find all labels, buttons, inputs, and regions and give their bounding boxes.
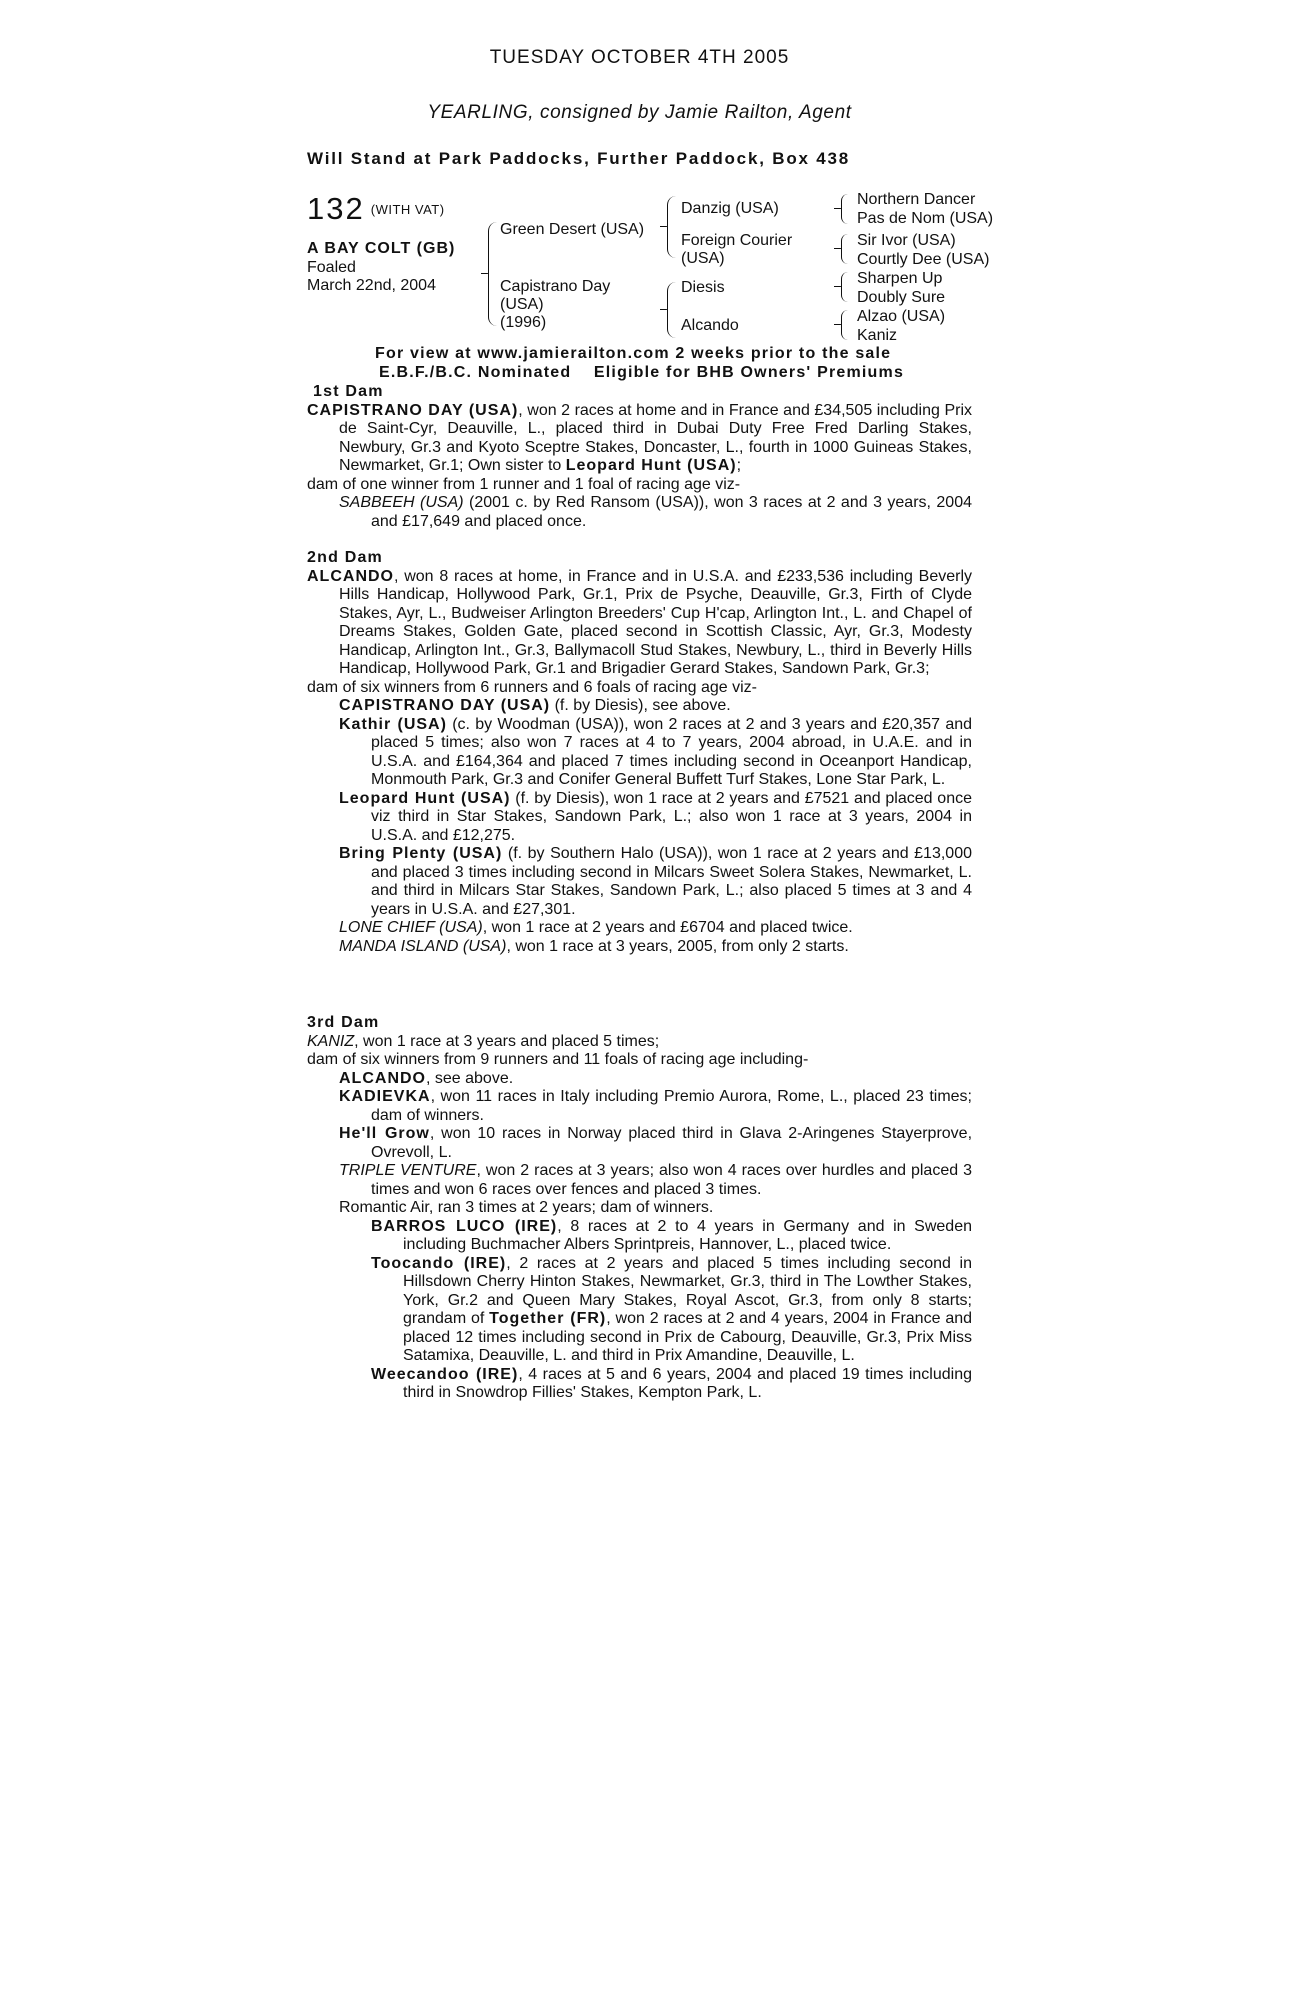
first-dam-section: [307, 383, 972, 531]
nomination-note: E.B.F./B.C. Nominated Eligible for BHB Owners' Premiums: [379, 364, 905, 381]
third-dam-text: , won 1 race at 3 years and placed 5 times;: [354, 1032, 660, 1050]
pedigree-dam-sire: Diesis: [681, 279, 725, 296]
grandfoal-descendant-text: , won 2 races at 2 and 4 years, 2004 in France and placed 12 times including second in Prix de Cabourg, Deauville, Gr.3, Prix Miss Satamixa, Deauville, L. and third in Prix Amandine, Deauville, L.: [403, 1310, 973, 1364]
second-dam-record: [307, 568, 972, 679]
first-dam-produce: dam of one winner from 1 runner and 1 foal of racing age viz-: [307, 475, 741, 493]
pedigree-ggp-2: Pas de Nom (USA): [857, 210, 994, 227]
lot-description: A BAY COLT (GB): [307, 240, 456, 257]
second-dam-title: 2nd Dam: [307, 549, 383, 566]
second-dam-text: , won 8 races at home, in France and in U.S.A. and £233,536 including Beverly Hills Handicap, Hollywood Park, Gr.1, Prix de Psyche, Deauville, Gr.3, Firth of Clyde Stakes, Ayr, L., Budweiser Arlington Breeders' Cup H'cap, Arlington Int., L. and Chapel of Dreams Stakes, Golden Gate, placed second in Scottish Classic, Ayr, Gr.3, Modesty Handicap, Arlington Int., Gr.3, Ballymacoll Stud Stakes, Newbury, L., third in Beverly Hills Handicap, Hollywood Park, Gr.1 and Brigadier Gerard Stakes, Sandown Park, Gr.3;: [339, 567, 972, 677]
pedigree-sire: Green Desert (USA): [500, 221, 645, 238]
pedigree-ggp-8: Kaniz: [857, 327, 898, 344]
lot-number-value: 132: [307, 191, 365, 226]
foal-name: LONE CHIEF (USA): [339, 919, 483, 936]
second-dam-foal: [307, 790, 972, 846]
pedigree-ggp-5: Sharpen Up: [857, 270, 943, 287]
view-note: For view at www.jamierailton.com 2 weeks prior to the sale: [375, 345, 892, 362]
third-dam-record: [307, 1033, 972, 1052]
foal-name: TRIPLE VENTURE: [339, 1162, 477, 1179]
third-dam-foal: [307, 1162, 972, 1199]
foaled-info: [307, 259, 436, 295]
first-dam-foal-name: SABBEEH (USA): [339, 494, 464, 511]
second-dam-foal: [307, 919, 972, 938]
second-dam-section: [307, 549, 972, 956]
grandfoal-name: Weecandoo (IRE): [371, 1365, 519, 1383]
second-dam-name: ALCANDO: [307, 567, 394, 585]
first-dam-name: CAPISTRANO DAY (USA): [307, 401, 519, 419]
third-dam-foal: [307, 1070, 972, 1089]
foal-text: (f. by Diesis), won 1 race at 2 years and £7521 and placed once viz third in Star Stakes, Sandown Park, L.; also won 1 race at 3 years, 2004 in U.S.A. and £12,275.: [371, 789, 973, 844]
third-dam-grandfoal: [307, 1366, 972, 1403]
pedigree-brace-ggp2: [841, 234, 848, 264]
foal-text: , see above.: [426, 1069, 514, 1087]
third-dam-name: KANIZ: [307, 1032, 355, 1050]
second-dam-foal: [307, 845, 972, 919]
foal-name: MANDA ISLAND (USA): [339, 937, 507, 955]
second-dam-foal: [307, 716, 972, 790]
pedigree-ggp-7: Alzao (USA): [857, 308, 946, 325]
consignment-line: YEARLING, consigned by Jamie Railton, Agent: [427, 102, 852, 123]
first-dam-foal-text: (2001 c. by Red Ransom (USA)), won 3 races at 2 and 3 years, 2004 and £17,649 and placed once.: [371, 494, 972, 530]
foal-name: Bring Plenty (USA): [339, 845, 503, 862]
third-dam-foal: [307, 1088, 972, 1125]
foal-text: (f. by Southern Halo (USA)), won 1 race at 2 years and £13,000 and placed 3 times including second in Milcars Sweet Solera Stakes, Newmarket, L. and third in Milcars Star Stakes, Sandown Park, L.; also placed 5 times at 3 and 4 years in U.S.A. and £27,301.: [371, 845, 972, 918]
foal-text: , won 10 races in Norway placed third in Glava 2-Aringenes Stayerprove, Ovrevoll, L.: [371, 1125, 973, 1161]
pedigree-dam-country: (USA): [500, 296, 544, 313]
first-dam-record: [307, 402, 972, 476]
third-dam-title: 3rd Dam: [307, 1014, 380, 1031]
pedigree-brace-main: [488, 222, 497, 326]
pedigree-brace-dam: [667, 282, 676, 338]
foal-name: Kathir (USA): [339, 715, 447, 733]
pedigree-ggp-1: Northern Dancer: [857, 191, 976, 208]
pedigree-sire-dam-country: (USA): [681, 250, 725, 267]
pedigree-brace-ggp4: [841, 310, 848, 340]
pedigree-brace-sire: [667, 196, 676, 258]
pedigree-dam: [500, 278, 610, 332]
foal-name: ALCANDO: [339, 1069, 426, 1087]
foal-name: KADIEVKA: [339, 1088, 431, 1105]
foal-text: , won 1 race at 3 years, 2005, from only 2 starts.: [506, 937, 849, 955]
grandfoal-text: , 4 races at 5 and 6 years, 2004 and placed 19 times including third in Snowdrop Fillies' Stakes, Kempton Park, L.: [403, 1365, 972, 1401]
pedigree-ggp-4: Courtly Dee (USA): [857, 251, 990, 268]
stand-location: Will Stand at Park Paddocks, Further Paddock, Box 438: [307, 149, 851, 168]
foaled-date: March 22nd, 2004: [307, 277, 436, 294]
pedigree-dam-year: (1996): [500, 314, 547, 331]
pedigree-ggp-3: Sir Ivor (USA): [857, 232, 956, 249]
grandfoal-text: , 2 races at 2 years and placed 5 times including second in Hillsdown Cherry Hinton Stakes, Newmarket, Gr.3, third in The Lowther Stakes, York, Gr.2 and Queen Mary Stakes, Royal Ascot, Gr.3, from only 8 starts; grandam of: [403, 1254, 972, 1327]
second-dam-produce: dam of six winners from 6 runners and 6 foals of racing age viz-: [307, 678, 757, 696]
second-dam-foal: [307, 938, 972, 957]
grandfoal-text: , 8 races at 2 to 4 years in Germany and in Sweden including Buchmacher Albers Sprintpreis, Hannover, L., placed twice.: [403, 1217, 973, 1253]
third-dam-foal: [307, 1199, 972, 1218]
vat-note: (WITH VAT): [370, 202, 445, 217]
pedigree-sire-sire: Danzig (USA): [681, 200, 779, 217]
first-dam-title: 1st Dam: [313, 383, 384, 400]
lot-number: [307, 191, 445, 227]
first-dam-text-end: ;: [736, 457, 742, 474]
third-dam-grandfoal: [307, 1218, 972, 1255]
grandfoal-descendant-name: Together (FR): [489, 1310, 607, 1327]
first-dam-text: , won 2 races at home and in France and £34,505 including Prix de Saint-Cyr, Deauville, L., placed third in Dubai Duty Free Fred Darling Stakes, Newbury, Gr.3 and Kyoto Sceptre Stakes, Doncaster, L., fourth in 1000 Guineas Stakes, Newmarket, Gr.1; Own sister to: [339, 401, 972, 474]
third-dam-produce: dam of six winners from 9 runners and 11 foals of racing age including-: [307, 1051, 809, 1068]
first-dam-foal: [307, 494, 972, 531]
foal-text: (c. by Woodman (USA)), won 2 races at 2 and 3 years and £20,357 and placed 5 times; also won 7 races at 4 to 7 years, 2004 abroad, in U.A.E. and in U.S.A. and £164,364 and placed 7 times including second in Oceanport Handicap, Monmouth Park, Gr.3 and Conifer General Buffett Turf Stakes, Lone Star Park, L.: [371, 715, 973, 788]
grandfoal-name: BARROS LUCO (IRE): [371, 1217, 558, 1235]
pedigree-sire-dam: [681, 232, 792, 268]
foaled-label: Foaled: [307, 259, 356, 276]
foal-name: Romantic Air: [339, 1199, 429, 1216]
pedigree-sire-dam-name: Foreign Courier: [681, 232, 793, 249]
foal-name: He'll Grow: [339, 1125, 430, 1142]
pedigree-brace-ggp1: [841, 194, 848, 224]
foal-text: , won 1 race at 2 years and £6704 and placed twice.: [482, 919, 853, 936]
third-dam-section: [307, 1014, 972, 1403]
pedigree-dam-dam: Alcando: [681, 317, 739, 334]
grandfoal-name: Toocando (IRE): [371, 1254, 507, 1272]
pedigree-ggp-6: Doubly Sure: [857, 289, 946, 306]
second-dam-foal: [307, 697, 972, 716]
first-dam-sister: Leopard Hunt (USA): [565, 457, 737, 474]
sale-date: TUESDAY OCTOBER 4TH 2005: [489, 47, 790, 68]
foal-name: CAPISTRANO DAY (USA): [339, 697, 551, 714]
third-dam-grandfoal: [307, 1255, 972, 1366]
foal-text: , won 11 races in Italy including Premio Aurora, Rome, L., placed 23 times; dam of winners.: [371, 1088, 972, 1124]
foal-text: , ran 3 times at 2 years; dam of winners.: [428, 1199, 714, 1216]
third-dam-foal: [307, 1125, 972, 1162]
pedigree-brace-ggp3: [841, 272, 848, 302]
foal-name: Leopard Hunt (USA): [339, 789, 511, 807]
foal-text: (f. by Diesis), see above.: [550, 697, 731, 714]
pedigree-dam-name: Capistrano Day: [500, 278, 611, 295]
foal-text: , won 2 races at 3 years; also won 4 races over hurdles and placed 3 times and won 6 races over fences and placed 3 times.: [371, 1162, 972, 1198]
